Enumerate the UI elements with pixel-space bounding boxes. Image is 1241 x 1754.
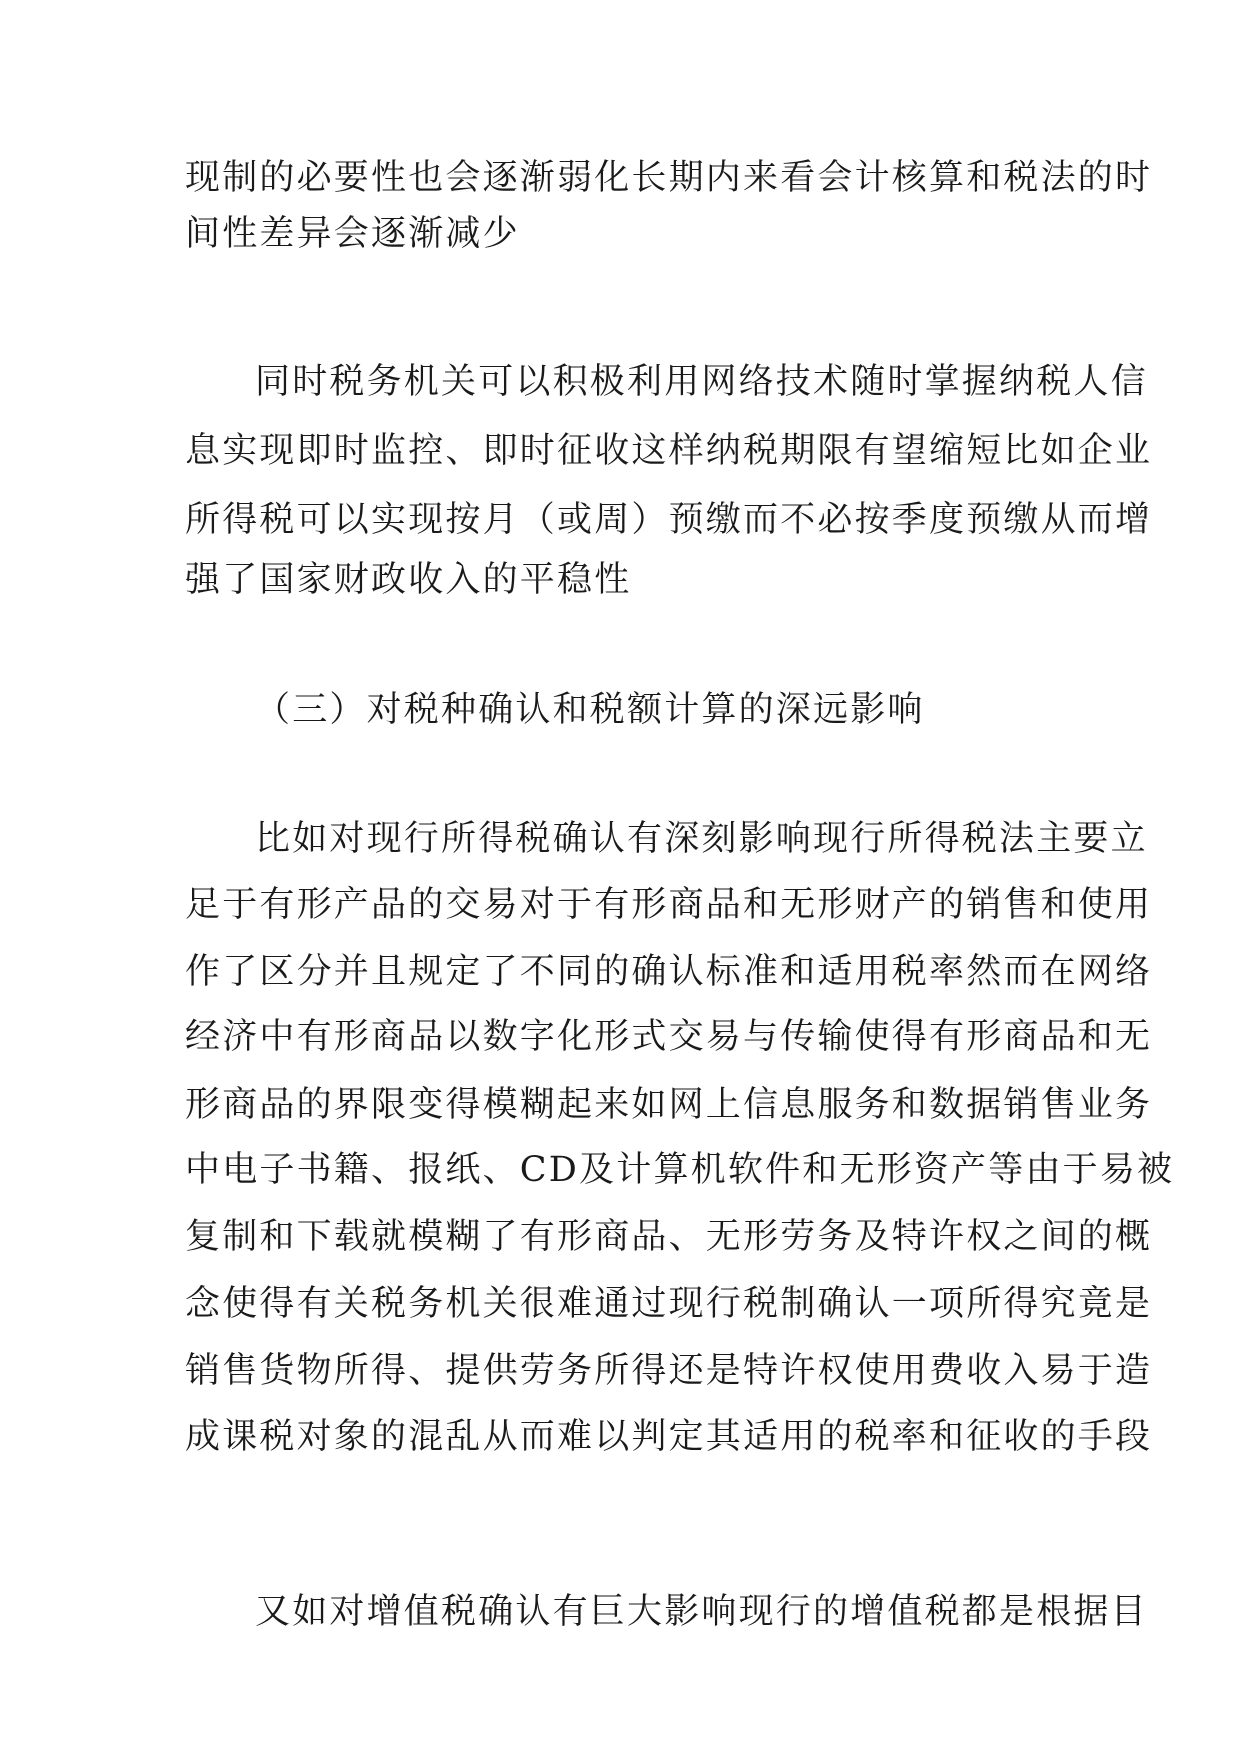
- paragraph-line: 形商品的界限变得模糊起来如网上信息服务和数据销售业务: [185, 1085, 1153, 1125]
- paragraph-line: 经济中有形商品以数字化形式交易与传输使得有形商品和无: [185, 1017, 1153, 1057]
- paragraph-line: 所得税可以实现按月（或周）预缴而不必按季度预缴从而增: [185, 500, 1153, 540]
- paragraph-line: 间性差异会逐渐减少: [185, 214, 520, 254]
- paragraph-line: 作了区分并且规定了不同的确认标准和适用税率然而在网络: [185, 952, 1153, 992]
- paragraph-line: 又如对增值税确认有巨大影响现行的增值税都是根据目: [255, 1592, 1148, 1632]
- paragraph-line: 中电子书籍、报纸、CD及计算机软件和无形资产等由于易被: [185, 1150, 1175, 1190]
- paragraph-line: 强了国家财政收入的平稳性: [185, 560, 632, 600]
- paragraph-line: 息实现即时监控、即时征收这样纳税期限有望缩短比如企业: [185, 431, 1153, 471]
- paragraph-line: 足于有形产品的交易对于有形商品和无形财产的销售和使用: [185, 885, 1153, 925]
- paragraph-line: 现制的必要性也会逐渐弱化长期内来看会计核算和税法的时: [185, 158, 1153, 198]
- paragraph-line: 比如对现行所得税确认有深刻影响现行所得税法主要立: [255, 819, 1148, 859]
- section-heading: （三）对税种确认和税额计算的深远影响: [255, 690, 925, 730]
- paragraph-line: 销售货物所得、提供劳务所得还是特许权使用费收入易于造: [185, 1351, 1153, 1391]
- paragraph-line: 念使得有关税务机关很难通过现行税制确认一项所得究竟是: [185, 1284, 1153, 1324]
- paragraph-line: 成课税对象的混乱从而难以判定其适用的税率和征收的手段: [185, 1417, 1153, 1457]
- paragraph-line: 复制和下载就模糊了有形商品、无形劳务及特许权之间的概: [185, 1217, 1153, 1257]
- paragraph-line: 同时税务机关可以积极利用网络技术随时掌握纳税人信: [255, 362, 1148, 402]
